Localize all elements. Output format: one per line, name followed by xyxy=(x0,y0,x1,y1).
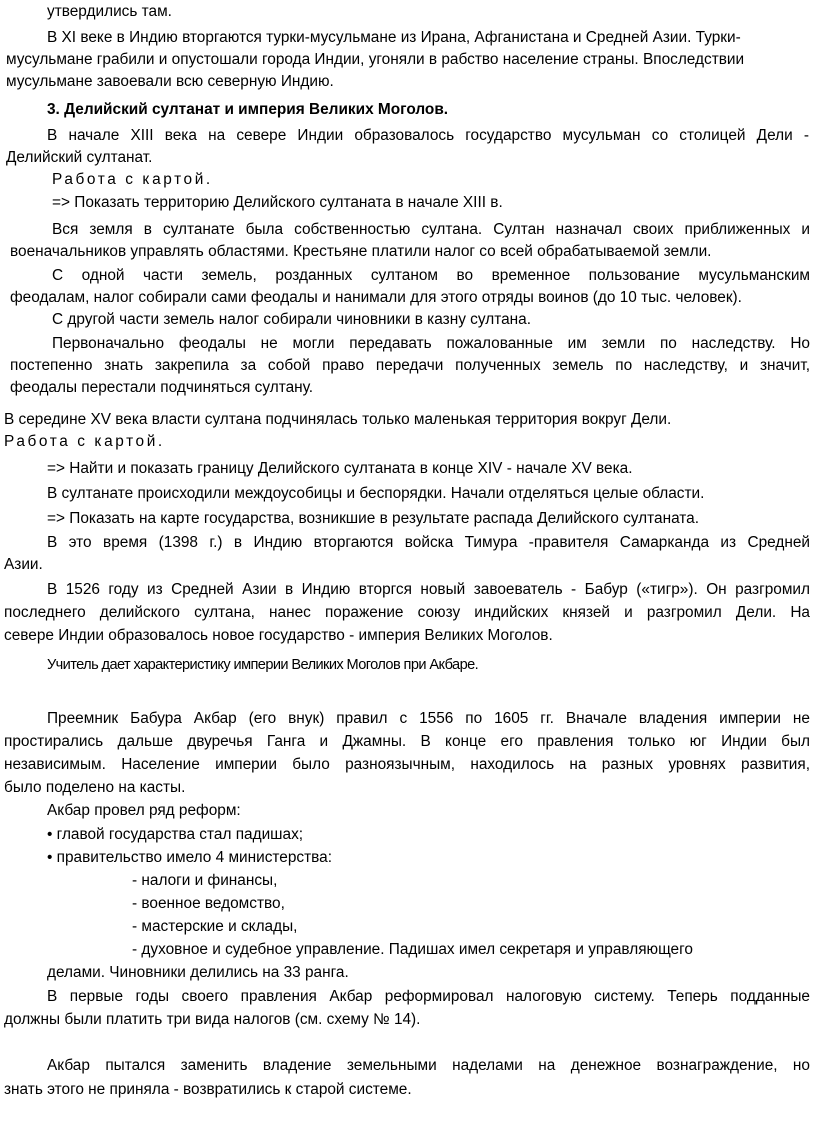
list-item: - мастерские и склады, xyxy=(132,918,298,935)
text-line: Акбар пытался заменить владение земельными наделами на денежное вознаграждение, но xyxy=(47,1057,810,1074)
text-line: севере Индии образовалось новое государство - империя Великих Моголов. xyxy=(4,627,553,644)
text-line: военачальников управлять областями. Крестьяне платили налог со всей обрабатываемой земли. xyxy=(10,243,712,260)
text-line: В середине XV века власти султана подчинялась только маленькая территория вокруг Дели. xyxy=(4,411,672,428)
text-line: независимым. Население империи было разноязычным, находилось на разных уровнях развития, xyxy=(4,756,810,773)
map-task: => Найти и показать границу Делийского султаната в конце XIV - начале XV века. xyxy=(47,460,633,477)
map-work-label: Работа с картой. xyxy=(4,433,165,450)
section-heading: 3. Делийский султанат и империя Великих Моголов. xyxy=(47,101,449,118)
text-line: постепенно знать закрепила за собой право передачи полученных земель по наследству, и значит, xyxy=(10,357,810,374)
text-line: В 1526 году из Средней Азии в Индию вторгся новый завоеватель - Бабур («тигр»). Он разгромил xyxy=(47,581,810,598)
text-line: феодалы перестали подчиняться султану. xyxy=(10,379,314,396)
text-line: В начале XIII века на севере Индии образовалось государство мусульман со столицей Дели - xyxy=(47,127,809,144)
map-work-label: Работа с картой. xyxy=(52,171,213,188)
text-line: С одной части земель, розданных султаном во временное пользование мусульманским xyxy=(52,267,810,284)
text-line: должны были платить три вида налогов (см. схему № 14). xyxy=(4,1011,421,1028)
text-line: мусульмане грабили и опустошали города Индии, угоняли в рабство население страны. Впоследствии xyxy=(6,51,745,68)
text-line: простирались дальше двуречья Ганга и Джамны. В конце его правления только юг Индии был xyxy=(4,733,810,750)
text-line: В султанате происходили междоусобицы и беспорядки. Начали отделяться целые области. xyxy=(47,485,705,502)
teacher-note: Учитель дает характеристику империи Великих Моголов при Акбаре. xyxy=(47,657,479,673)
text-line: С другой части земель налог собирали чиновники в казну султана. xyxy=(52,311,531,328)
text-line: было поделено на касты. xyxy=(4,779,186,796)
text-line: Вся земля в султанате была собственностью султана. Султан назначал своих приближенных и xyxy=(52,221,810,238)
map-task: => Показать территорию Делийского султаната в начале XIII в. xyxy=(52,194,503,211)
text-line: В первые годы своего правления Акбар реформировал налоговую систему. Теперь подданные xyxy=(47,988,810,1005)
map-task: => Показать на карте государства, возникшие в результате распада Делийского султаната. xyxy=(47,510,700,527)
text-line: феодалам, налог собирали сами феодалы и нанимали для этого отряды воинов (до 10 тыс. человек). xyxy=(10,289,742,306)
list-item: - налоги и финансы, xyxy=(132,872,278,889)
text-line: последнего делийского султана, нанес поражение союзу индийских князей и разгромил Дели. На xyxy=(4,604,810,621)
text-line: Акбар провел ряд реформ: xyxy=(47,802,241,819)
text-line: делами. Чиновники делились на 33 ранга. xyxy=(47,964,349,981)
text-line: Первоначально феодалы не могли передавать пожалованные им земли по наследству. Но xyxy=(52,335,810,352)
text-line: В это время (1398 г.) в Индию вторгаются войска Тимура -правителя Самарканда из Средней xyxy=(47,534,810,551)
text-line: утвердились там. xyxy=(47,3,172,20)
text-line: Преемник Бабура Акбар (его внук) правил с 1556 по 1605 гг. Вначале владения империи не xyxy=(47,710,810,727)
text-line: Делийский султанат. xyxy=(6,149,153,166)
text-line: мусульмане завоевали всю северную Индию. xyxy=(6,73,334,90)
text-line: знать этого не приняла - возвратились к старой системе. xyxy=(4,1081,412,1098)
list-item: • главой государства стал падишах; xyxy=(47,826,304,843)
list-item: - военное ведомство, xyxy=(132,895,285,912)
list-item: • правительство имело 4 министерства: xyxy=(47,849,332,866)
list-item: - духовное и судебное управление. Падишах имел секретаря и управляющего xyxy=(132,941,693,958)
text-line: В XI веке в Индию вторгаются турки-мусульмане из Ирана, Афганистана и Средней Азии. Турки- xyxy=(47,29,741,46)
text-line: Азии. xyxy=(4,556,43,573)
